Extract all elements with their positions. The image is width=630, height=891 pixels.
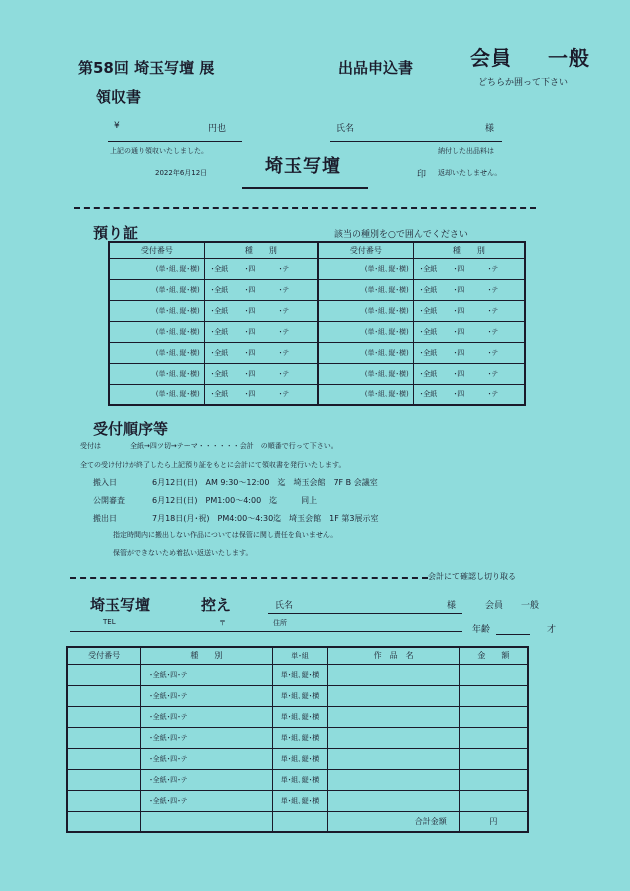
age-unit: 才	[547, 625, 557, 635]
kind-option: ･全紙	[210, 369, 229, 378]
kind-option: ･四	[453, 264, 465, 273]
receipt-no-cell	[67, 769, 141, 790]
receipt-no-cell: (単･組､縦･横)	[109, 384, 204, 405]
kind-option: ･全紙	[149, 691, 167, 700]
org-underline	[242, 187, 368, 189]
unit-cell: 単･組､縦･横	[272, 706, 328, 727]
work-title-cell	[328, 769, 459, 790]
col-kind-2: 種 別	[413, 242, 525, 258]
deposit-table	[108, 241, 526, 406]
deposit-row	[109, 384, 525, 405]
kind-cell	[413, 384, 525, 405]
receipt-no-cell: (単･組､縦･横)	[109, 300, 204, 321]
member-option: 会員	[470, 46, 512, 70]
kind-option: ･テ	[177, 712, 188, 721]
receipt-no-cell: (単･組､縦･横)	[318, 258, 413, 279]
kind-option: ･全紙	[210, 285, 229, 294]
refund-note-2: 返却いたしません。	[438, 169, 502, 177]
kind-option: ･四	[166, 796, 178, 805]
kind-cell	[413, 321, 525, 342]
kind-option: ･四	[166, 670, 178, 679]
col-receipt-no: 受付番号	[67, 647, 141, 664]
kind-option: ･テ	[278, 327, 290, 336]
stub-row	[67, 685, 528, 706]
cut-note: 会計にて確認し切り取る	[428, 572, 516, 581]
kind-cell	[204, 363, 318, 384]
kind-option: ･四	[453, 390, 465, 399]
receipt-no-cell	[67, 748, 141, 769]
kind-option: ･四	[244, 390, 256, 399]
receipt-no-cell: (単･組､縦･横)	[318, 300, 413, 321]
amount-cell	[459, 769, 528, 790]
tel-label: TEL	[103, 618, 116, 626]
kind-cell	[204, 300, 318, 321]
stub-copy-label: 控え	[201, 596, 232, 614]
postal-mark: 〒	[219, 619, 226, 627]
receipt-no-cell	[67, 685, 141, 706]
kind-cell	[141, 706, 272, 727]
kind-option: ･テ	[177, 733, 188, 742]
schedule-label-2: 搬出日	[93, 514, 117, 523]
kind-option: ･全紙	[149, 712, 167, 721]
kind-cell	[204, 342, 318, 363]
kind-option: ･四	[166, 754, 178, 763]
kind-option: ･テ	[487, 390, 499, 399]
stub-total-row	[67, 811, 528, 832]
kind-option: ･全紙	[419, 327, 438, 336]
schedule-text-1: 6月12日(日) PM1:00～4:00 迄 同上	[152, 496, 318, 505]
note-2: 保管ができないため着払い返送いたします。	[113, 549, 253, 557]
receipt-no-cell	[67, 664, 141, 685]
kind-cell	[141, 748, 272, 769]
receipt-no-cell: (単･組､縦･横)	[109, 363, 204, 384]
cut-line-2	[70, 577, 428, 579]
receipt-no-cell	[67, 727, 141, 748]
kind-option: ･四	[244, 306, 256, 315]
stub-general-option: 一般	[521, 601, 540, 611]
kind-option: ･四	[166, 691, 178, 700]
kind-option: ･四	[244, 327, 256, 336]
amount-cell	[459, 664, 528, 685]
kind-cell	[141, 790, 272, 811]
deposit-row	[109, 279, 525, 300]
kind-option: ･テ	[487, 306, 499, 315]
stub-name-label: 氏名	[275, 601, 294, 611]
work-title-cell	[328, 685, 459, 706]
kind-option: ･全紙	[419, 285, 438, 294]
schedule-text-2: 7月18日(月･祝) PM4:00～4:30迄 埼玉会館 1F 第3展示室	[152, 514, 379, 523]
receipt-no-cell	[67, 706, 141, 727]
form-name: 出品申込書	[338, 59, 414, 77]
deposit-row	[109, 342, 525, 363]
kind-option: ･テ	[278, 348, 290, 357]
work-title-cell	[328, 727, 459, 748]
amount-cell	[459, 685, 528, 706]
kind-option: ･全紙	[419, 348, 438, 357]
stub-row	[67, 706, 528, 727]
stub-member-option: 会員	[485, 601, 504, 611]
stub-row	[67, 727, 528, 748]
kind-option: ･全紙	[149, 670, 167, 679]
kind-option: ･全紙	[149, 775, 167, 784]
deposit-instruction: 該当の種別を○で囲んでください	[334, 230, 468, 240]
col-unit: 単･組	[272, 647, 328, 664]
received-note: 上記の通り領収いたしました。	[110, 147, 208, 155]
kind-option: ･全紙	[210, 390, 229, 399]
contact-line	[70, 631, 462, 632]
kind-option: ･テ	[487, 348, 499, 357]
receipt-no-cell: (単･組､縦･横)	[318, 384, 413, 405]
kind-option: ･テ	[487, 285, 499, 294]
kind-option: ･四	[166, 733, 178, 742]
refund-note-1: 納付した出品料は	[438, 147, 494, 155]
col-receipt-no-2: 受付番号	[318, 242, 413, 258]
receipt-date: 2022年6月12日	[155, 169, 208, 177]
kind-option: ･四	[244, 348, 256, 357]
stub-table	[66, 646, 529, 833]
amount-line	[108, 141, 242, 142]
kind-option: ･全紙	[419, 306, 438, 315]
col-kind: 種 別	[204, 242, 318, 258]
col-amount: 金 額	[459, 647, 528, 664]
amount-cell	[459, 790, 528, 811]
kind-option: ･全紙	[210, 264, 229, 273]
unit-cell: 単･組､縦･横	[272, 685, 328, 706]
kind-cell	[204, 279, 318, 300]
kind-option: ･テ	[278, 306, 290, 315]
kind-option: ･テ	[177, 796, 188, 805]
kind-option: ･四	[453, 369, 465, 378]
kind-cell	[413, 363, 525, 384]
kind-option: ･四	[166, 712, 178, 721]
kind-option: ･全紙	[210, 348, 229, 357]
unit-cell: 単･組､縦･横	[272, 727, 328, 748]
kind-option: ･四	[453, 327, 465, 336]
kind-option: ･四	[453, 306, 465, 315]
receipt-no-cell: (単･組､縦･横)	[318, 342, 413, 363]
kind-option: ･テ	[278, 390, 290, 399]
stub-org: 埼玉写壇	[90, 596, 151, 614]
col-receipt-no: 受付番号	[109, 242, 204, 258]
general-option: 一般	[548, 46, 590, 70]
kind-option: ･テ	[278, 264, 290, 273]
kind-option: ･テ	[278, 285, 290, 294]
kind-cell	[413, 342, 525, 363]
age-label: 年齢	[472, 625, 491, 635]
kind-option: ･全紙	[149, 733, 167, 742]
order-line1-text: 全紙→四ツ切→テーマ・・・・・・会計 の順番で行って下さい。	[130, 442, 338, 450]
kind-cell	[413, 258, 525, 279]
kind-option: ･テ	[177, 691, 188, 700]
kind-option: ･テ	[487, 327, 499, 336]
receipt-no-cell	[67, 790, 141, 811]
total-unit: 円	[459, 811, 528, 832]
schedule-text-0: 6月12日(日) AM 9:30～12:00 迄 埼玉会館 7F B 会議室	[152, 478, 378, 487]
kind-option: ･テ	[278, 369, 290, 378]
yen-unit: 円也	[208, 124, 227, 134]
kind-option: ･テ	[487, 264, 499, 273]
amount-cell	[459, 706, 528, 727]
circle-hint: どちらか囲って下さい	[478, 78, 569, 88]
kind-cell	[204, 321, 318, 342]
amount-cell	[459, 748, 528, 769]
cut-line-1	[74, 207, 536, 209]
deposit-row	[109, 258, 525, 279]
kind-option: ･全紙	[149, 796, 167, 805]
order-line1-label: 受付は	[80, 442, 101, 450]
order-title: 受付順序等	[93, 420, 169, 438]
kind-option: ･全紙	[210, 327, 229, 336]
kind-cell	[413, 300, 525, 321]
receipt-no-cell: (単･組､縦･横)	[318, 279, 413, 300]
kind-cell	[141, 769, 272, 790]
kind-cell	[204, 384, 318, 405]
work-title-cell	[328, 748, 459, 769]
work-title-cell	[328, 664, 459, 685]
amount-cell	[459, 727, 528, 748]
deposit-title: 預り証	[93, 224, 139, 242]
receipt-name-label: 氏名	[336, 124, 355, 134]
exhibition-title: 第58回 埼玉写壇 展	[78, 59, 215, 77]
deposit-row	[109, 363, 525, 384]
receipt-name-line	[330, 141, 502, 142]
stub-row	[67, 769, 528, 790]
kind-option: ･全紙	[419, 390, 438, 399]
work-title-cell	[328, 790, 459, 811]
kind-cell	[141, 664, 272, 685]
kind-option: ･テ	[487, 369, 499, 378]
kind-option: ･全紙	[419, 264, 438, 273]
kind-option: ･四	[453, 348, 465, 357]
work-title-cell	[328, 706, 459, 727]
receipt-org: 埼玉写壇	[265, 156, 341, 177]
kind-option: ･四	[244, 285, 256, 294]
stub-name-line	[268, 613, 462, 614]
age-line	[496, 634, 530, 635]
schedule-label-0: 搬入日	[93, 478, 117, 487]
receipt-honorific: 様	[485, 124, 495, 134]
receipt-no-cell: (単･組､縦･横)	[109, 279, 204, 300]
kind-option: ･四	[453, 285, 465, 294]
deposit-row	[109, 321, 525, 342]
kind-option: ･四	[244, 369, 256, 378]
order-line2: 全ての受け付けが終了したら上記預り証をもとに会計にて領収書を発行いたします。	[80, 461, 346, 469]
receipt-no-cell: (単･組､縦･横)	[109, 342, 204, 363]
stub-honorific: 様	[447, 601, 457, 611]
kind-cell	[413, 279, 525, 300]
stub-header-row	[67, 647, 528, 664]
stub-row	[67, 748, 528, 769]
col-kind: 種 別	[141, 647, 272, 664]
kind-option: ･四	[244, 264, 256, 273]
deposit-row	[109, 300, 525, 321]
unit-cell: 単･組､縦･横	[272, 769, 328, 790]
kind-cell	[204, 258, 318, 279]
kind-option: ･四	[166, 775, 178, 784]
col-work-title: 作 品 名	[328, 647, 459, 664]
receipt-title: 領収書	[96, 88, 142, 106]
kind-option: ･全紙	[419, 369, 438, 378]
kind-option: ･全紙	[210, 306, 229, 315]
kind-option: ･テ	[177, 775, 188, 784]
yen-mark: ¥	[114, 121, 120, 131]
total-label: 合計金額	[328, 811, 459, 832]
schedule-label-1: 公開審査	[93, 496, 125, 505]
stub-row	[67, 790, 528, 811]
address-label: 住所	[273, 619, 287, 627]
kind-cell	[141, 685, 272, 706]
kind-option: ･テ	[177, 670, 188, 679]
unit-cell: 単･組､縦･横	[272, 748, 328, 769]
kind-option: ･全紙	[149, 754, 167, 763]
receipt-no-cell: (単･組､縦･横)	[109, 321, 204, 342]
receipt-no-cell: (単･組､縦･横)	[318, 321, 413, 342]
receipt-no-cell: (単･組､縦･横)	[109, 258, 204, 279]
kind-cell	[141, 727, 272, 748]
kind-option: ･テ	[177, 754, 188, 763]
seal-mark: 印	[417, 170, 427, 180]
note-1: 指定時間内に搬出しない作品については保管に関し責任を負いません。	[113, 531, 338, 539]
receipt-no-cell: (単･組､縦･横)	[318, 363, 413, 384]
unit-cell: 単･組､縦･横	[272, 664, 328, 685]
stub-row	[67, 664, 528, 685]
deposit-header-row	[109, 242, 525, 258]
unit-cell: 単･組､縦･横	[272, 790, 328, 811]
